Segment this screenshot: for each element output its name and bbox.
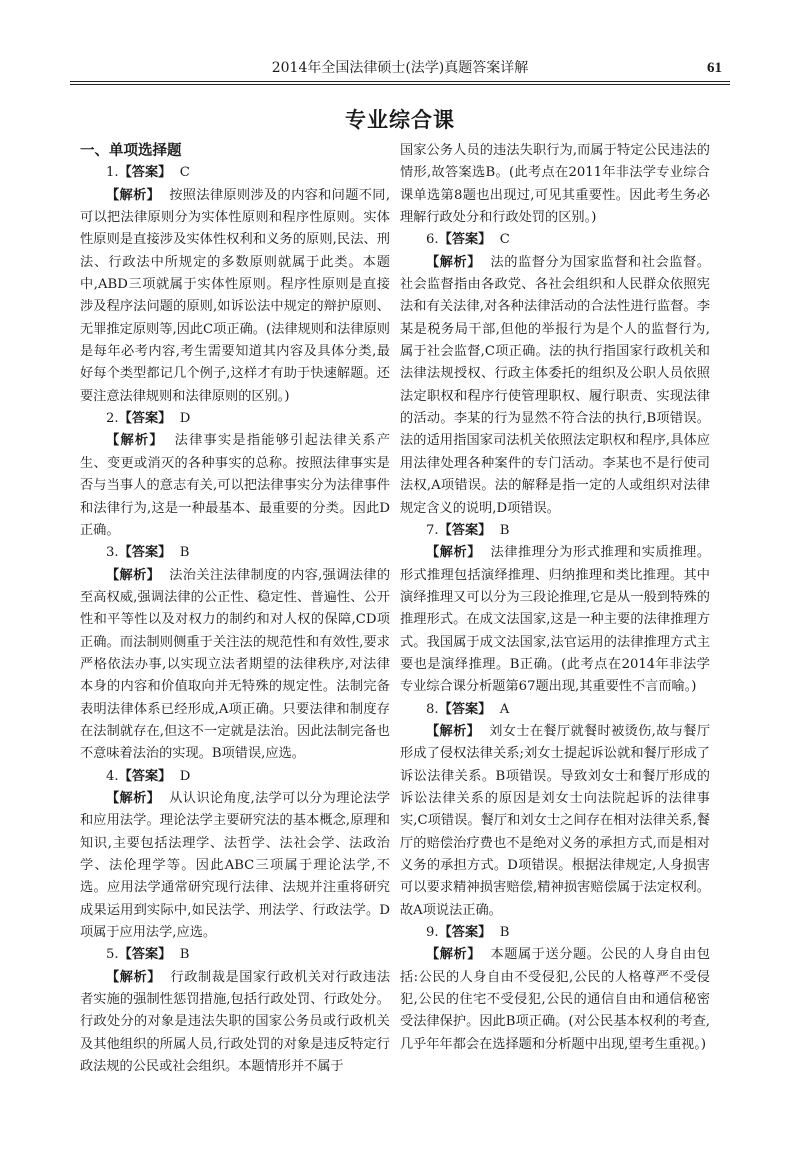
explanation-text: 本题属于送分题。公民的人身自由包括:公民的人身自由不受侵犯,公民的人格尊严不受侵犯,公民的住宅不受侵犯,公民的通信自由和通信秘密受法律保护。因此B项正确。(对公民基本权利的考查,几乎年年都会在选择题和分析题中出现,望考生重视。) xyxy=(400,947,711,1052)
explanation-9 xyxy=(400,944,710,1056)
section-title: 专业综合课 xyxy=(345,108,455,132)
explanation-text: 法治关注法律制度的内容,强调法律的至高权威,强调法律的公正性、稳定性、普遍性、公开性和平等性以及对权力的制约和对人权的保障,CD项正确。而法制则侧重于关注法的规范性和有效性,要求严格依法办事,以实现立法者期望的法律秩序,对法律本身的内容和价值取向并无特殊的规定性。法制完备表明法律体系已经形成,A项正确。只要法律和制度存在法制就存在,但这不一定就是法治。因此法制完备也不意味着法治的实现。B项错误,应选。 xyxy=(80,567,391,762)
explanation-5 xyxy=(80,967,390,1079)
explanation-5-continued: 国家公务人员的违法失职行为,而属于特定公民违法的情形,故答案选B。(此考点在2011年非法学专业综合课单选第8题也出现过,可见其重要性。因此考生务必理解行政处分和行政处罚的区别。) xyxy=(400,143,710,226)
answer-line-7 xyxy=(400,520,710,542)
explanation-text: 法律事实是指能够引起法律关系产生、变更或消灭的各种事实的总称。按照法律事实是否与当事人的意志有关,可以把法律事实分为法律事件和法律行为,这是一种最基本、最重要的分类。因此D正确。 xyxy=(80,433,391,538)
explanation-label: 【解析】 xyxy=(106,433,164,449)
subsection-heading: 一、单项选择题 xyxy=(80,143,182,159)
header-title: 2014年全国法律硕士(法学)真题答案详解 xyxy=(271,60,529,76)
question-number: 7. xyxy=(426,522,439,538)
answer-value: B xyxy=(179,947,190,963)
right-column xyxy=(400,140,710,1056)
explanation-label: 【解析】 xyxy=(106,187,161,203)
explanation-label: 【解析】 xyxy=(426,254,482,270)
answer-value: B xyxy=(499,925,510,941)
answer-line-8 xyxy=(400,699,710,721)
explanation-text: 法的监督分为国家监督和社会监督。社会监督指由各政党、各社会组织和人民群众依照宪法和有关法律,对各种法律活动的合法性进行监督。李某是税务局干部,但他的举报行为是个人的监督行为,属于社会监督,C项正确。法的执行指国家行政机关和法律法规授权、行政主体委托的组织及公职人员依照法定职权和程序行使管理职权、履行职责、实现法律的活动。李某的行为显然不符合法的执行,B项错误。法的适用指国家司法机关依照法定职权和程序,具体应用法律处理各种案件的专门活动。李某也不是行使司法权,A项错误。法的解释是指一定的人或组织对法律规定含义的说明,D项错误。 xyxy=(400,254,711,516)
answer-label: 【答案】 xyxy=(438,925,492,941)
answer-value: D xyxy=(179,768,191,784)
question-number: 2. xyxy=(106,411,119,427)
explanation-label: 【解析】 xyxy=(106,969,162,985)
answer-label: 【答案】 xyxy=(438,522,492,538)
answer-line-2 xyxy=(80,408,390,430)
left-column xyxy=(80,140,390,1078)
answer-label: 【答案】 xyxy=(438,701,492,717)
answer-value: B xyxy=(499,522,510,538)
answer-label: 【答案】 xyxy=(118,411,172,427)
page-number: 61 xyxy=(707,60,722,76)
answer-label: 【答案】 xyxy=(118,947,172,963)
answer-line-1 xyxy=(80,162,390,184)
header-rule-thin xyxy=(70,84,730,85)
answer-line-3 xyxy=(80,542,390,564)
explanation-6 xyxy=(400,252,710,520)
answer-label: 【答案】 xyxy=(118,545,172,561)
answer-value: C xyxy=(499,232,510,248)
question-number: 9. xyxy=(426,925,439,941)
answer-line-6 xyxy=(400,229,710,251)
explanation-3 xyxy=(80,565,390,766)
explanation-1 xyxy=(80,185,390,408)
question-number: 5. xyxy=(106,947,119,963)
answer-line-4 xyxy=(80,766,390,788)
answer-line-5 xyxy=(80,944,390,966)
answer-value: D xyxy=(179,411,191,427)
explanation-text: 刘女士在餐厅就餐时被烫伤,故与餐厅形成了侵权法律关系;刘女士提起诉讼就和餐厅形成了诉讼法律关系。B项错误。导致刘女士和餐厅形成的诉讼法律关系的原因是刘女士向法院起诉的法律事实,C项错误。餐厅和刘女士之间存在相对法律关系,餐厅的赔偿治疗费也不是绝对义务的承担方式,而是相对义务的承担方式。D项错误。根据法律规定,人身损害可以要求精神损害赔偿,精神损害赔偿属于法定权利。故A项说法正确。 xyxy=(400,723,711,918)
answer-value: B xyxy=(179,545,190,561)
explanation-7 xyxy=(400,542,710,698)
question-number: 3. xyxy=(106,545,119,561)
answer-label: 【答案】 xyxy=(118,768,172,784)
explanation-4 xyxy=(80,788,390,944)
question-number: 6. xyxy=(426,232,439,248)
running-header xyxy=(70,57,730,79)
explanation-label: 【解析】 xyxy=(426,545,482,561)
answer-value: C xyxy=(179,165,190,181)
explanation-label: 【解析】 xyxy=(426,947,482,963)
answer-value: A xyxy=(499,701,510,717)
answer-label: 【答案】 xyxy=(438,232,492,248)
explanation-text: 行政制裁是国家行政机关对行政违法者实施的强制性惩罚措施,包括行政处罚、行政处分。行政处分的对象是违法失职的国家公务员或行政机关及其他组织的所属人员,行政处罚的对象是违反特定行政法规的公民或社会组织。本题情形并不属于 xyxy=(80,969,391,1075)
explanation-text: 法律推理分为形式推理和实质推理。形式推理包括演绎推理、归纳推理和类比推理。其中演绎推理又可以分为三段论推理,它是从一般到特殊的推理形式。在成文法国家,这是一种主要的法律推理方式。我国属于成文法国家,法官运用的法律推理方式主要也是演绎推理。B正确。(此考点在2014年非法学专业综合课分析题第67题出现,其重要性不言而喻。) xyxy=(400,545,711,695)
explanation-2 xyxy=(80,430,390,542)
explanation-text: 从认识论角度,法学可以分为理论法学和应用法学。理论法学主要研究法的基本概念,原理和知识,主要包括法理学、法哲学、法社会学、法政治学、法伦理学等。因此ABC三项属于理论法学,不选。应用法学通常研究现行法律、法规并注重将研究成果运用到实际中,如民法学、刑法学、行政法学。D项属于应用法学,应选。 xyxy=(80,790,391,941)
question-number: 8. xyxy=(426,701,439,717)
header-rule xyxy=(70,81,730,82)
explanation-label: 【解析】 xyxy=(426,723,481,739)
question-number: 4. xyxy=(106,768,119,784)
explanation-label: 【解析】 xyxy=(106,567,161,583)
answer-line-9 xyxy=(400,922,710,944)
question-number: 1. xyxy=(106,165,119,181)
explanation-text: 按照法律原则涉及的内容和问题不同,可以把法律原则分为实体性原则和程序性原则。实体性原则是直接涉及实体性权利和义务的原则,民法、刑法、行政法中所规定的多数原则就属于此类。本题中,ABD三项就属于实体性原则。程序性原则是直接涉及程序法问题的原则,如诉讼法中规定的辩护原则、无罪推定原则等,因此C项正确。(法律规则和法律原则是每年必考内容,考生需要知道其内容及具体分类,最好每个类型都记几个例子,这样才有助于快速解题。还要注意法律规则和法律原则的区别。) xyxy=(80,187,391,404)
explanation-label: 【解析】 xyxy=(106,790,161,806)
explanation-8 xyxy=(400,721,710,922)
answer-label: 【答案】 xyxy=(118,165,172,181)
